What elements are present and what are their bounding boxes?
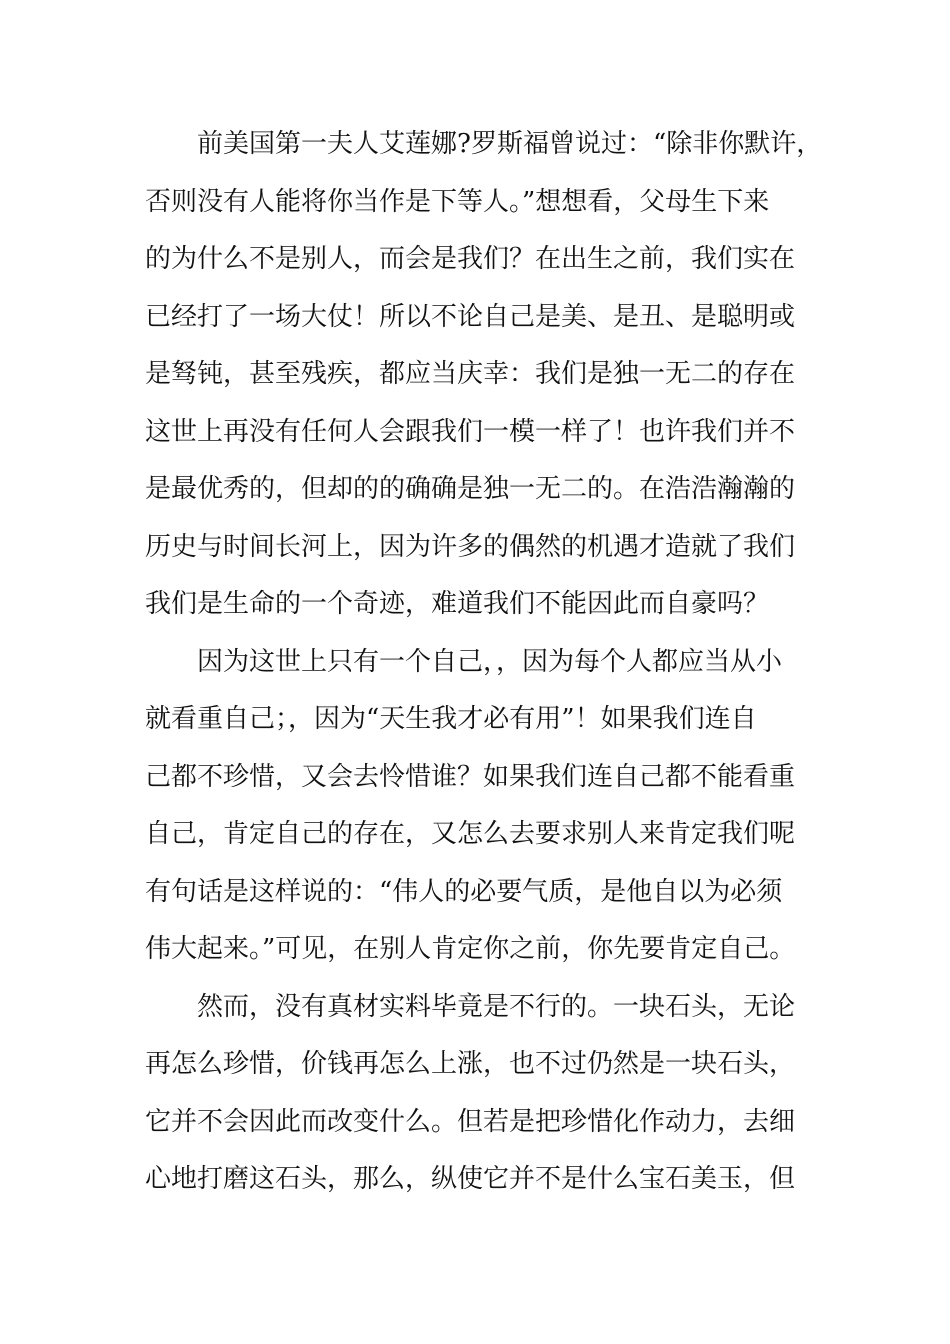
- text-line: 否则没有人能将你当作是下等人。”想想看，父母生下来: [145, 186, 770, 217]
- text-line: 前美国第一夫人艾莲娜?罗斯福曾说过：“除非你默许，: [197, 129, 823, 159]
- text-line: 已经打了一场大仗！所以不论自己是美、是丑、是聪明或: [145, 301, 796, 332]
- text-line: 这世上再没有任何人会跟我们一模一样了！也许我们并不: [145, 416, 796, 447]
- text-line: 是驽钝，甚至残疾，都应当庆幸：我们是独一无二的存在: [145, 359, 796, 389]
- text-line: 我们是生命的一个奇迹，难道我们不能因此而自豪吗？: [145, 589, 770, 619]
- text-line: 历史与时间长河上，因为许多的偶然的机遇才造就了我们: [145, 531, 796, 562]
- text-line: 有句话是这样说的：“伟人的必要气质，是他自以为必须: [145, 876, 783, 907]
- text-line: 的为什么不是别人，而会是我们？在出生之前，我们实在: [145, 244, 796, 274]
- document-body: [145, 116, 845, 1209]
- text-line: 是最优秀的，但却的的确确是独一无二的。在浩浩瀚瀚的: [145, 474, 796, 504]
- text-line: 它并不会因此而改变什么。但若是把珍惜化作动力，去细: [145, 1106, 796, 1137]
- text-line: 己都不珍惜，又会去怜惜谁？如果我们连自己都不能看重: [145, 761, 796, 792]
- text-line: 然而，没有真材实料毕竟是不行的。一块石头，无论: [197, 991, 796, 1022]
- text-line: 因为这世上只有一个自己，，因为每个人都应当从小: [197, 646, 783, 677]
- text-line: 伟大起来。”可见，在别人肯定你之前，你先要肯定自己。: [145, 934, 796, 964]
- text-line: 心地打磨这石头，那么，纵使它并不是什么宝石美玉，但: [145, 1164, 796, 1194]
- text-line: 就看重自己；，因为“天生我才必有用”！如果我们连自: [145, 704, 757, 734]
- text-line: 再怎么珍惜，价钱再怎么上涨，也不过仍然是一块石头，: [145, 1049, 796, 1079]
- text-line: 自己，肯定自己的存在，又怎么去要求别人来肯定我们呢: [145, 819, 796, 849]
